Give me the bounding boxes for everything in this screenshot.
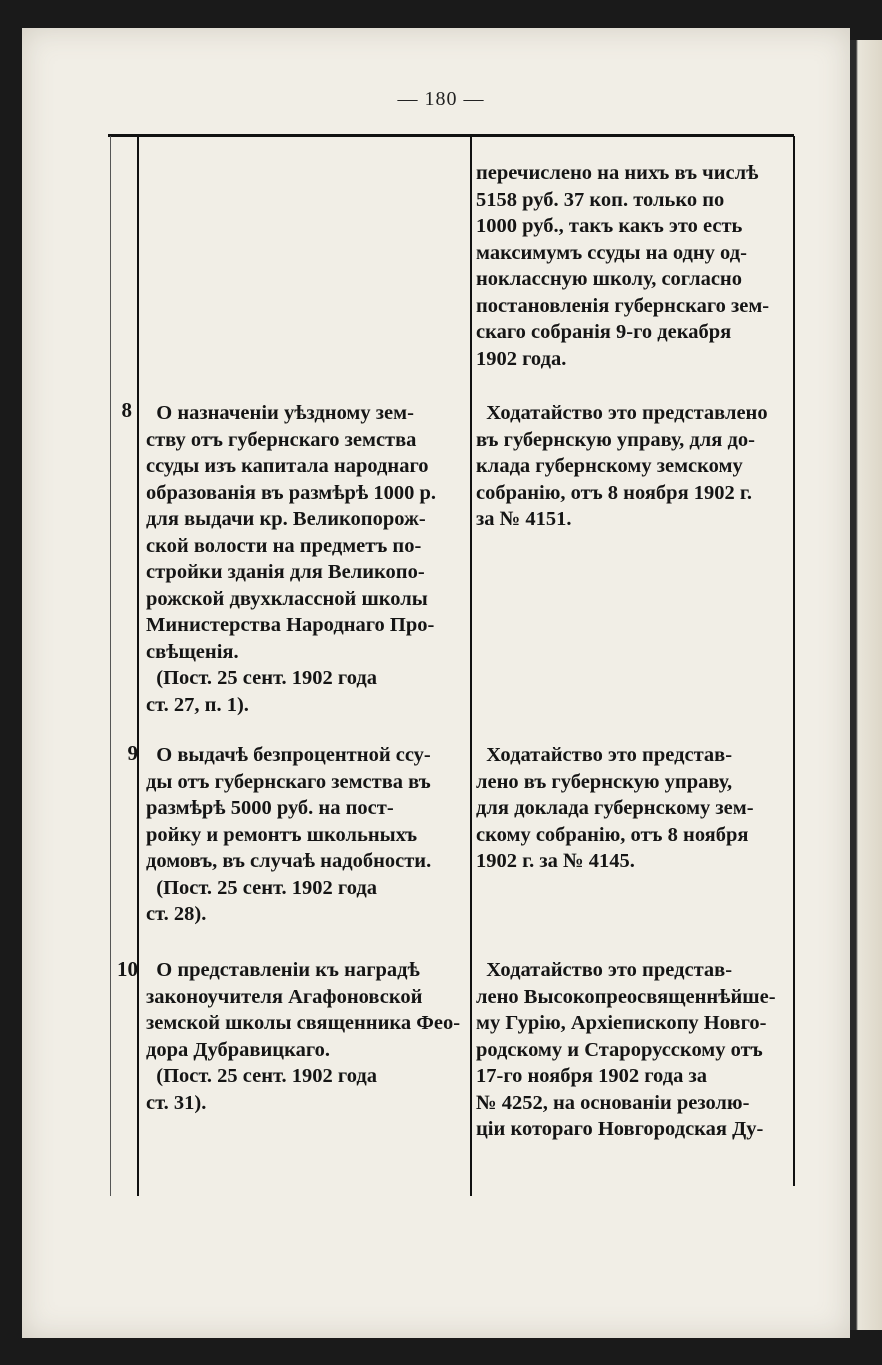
row-10-number: 10 — [117, 957, 138, 981]
table-left-border — [110, 136, 111, 1196]
row-9-right-text: Ходатайство это представ- лено въ губернскую управу, для доклада губернскому зем- скому собранію, отъ 8 ноября 1902 г. за № 4145. — [476, 744, 754, 872]
next-page-edge — [850, 40, 882, 1330]
number-column-divider — [137, 136, 139, 1196]
row-9-left-text: О выдачѣ безпроцентной ссу- ды отъ губернскаго земства въ размѣрѣ 5000 руб. на пост- ройку и ремонтъ школьныхъ домовъ, въ случаѣ надобности. (Пост. 25 сент. 1902 года ст. 28). — [146, 744, 432, 925]
row-9-number: 9 — [127, 741, 138, 765]
row-10-right-text: Ходатайство это представ- лено Высокопреосвященнѣйше- му Гурію, Архіепископу Новго- родскому и Старорусскому отъ 17-го ноября 1902 года за № 4252, на основаніи резолю- ціи котораго Новгородская Ду- — [476, 959, 776, 1140]
middle-column-divider — [470, 136, 472, 1196]
row-8-number: 8 — [121, 398, 132, 422]
table-right-border — [793, 136, 795, 1186]
page-number: — 180 — — [397, 88, 485, 110]
table-top-rule — [108, 134, 794, 137]
row-10-left-text: О представленіи къ наградѣ законоучителя Агафоновской земской школы священника Фео- дора Дубравицкаго. (Пост. 25 сент. 1902 года ст. 31). — [146, 959, 461, 1114]
row-0-right-text: перечислено на нихъ въ числѣ 5158 руб. 37 коп. только по 1000 руб., такъ какъ это есть максимумъ ссуды на одну од- ноклассную школу, согласно постановленія губернскаго зем- скаго собранія 9-го декабря 1902 года. — [476, 162, 770, 370]
row-8-left-text: О назначеніи уѣздному зем- ству отъ губернскаго земства ссуды изъ капитала народнаго образованія въ размѣрѣ 1000 р. для выдачи кр. Великопорож- ской волости на предметъ по- стройки зданія для Великопо- рожской двухклассной школы Министерства Народнаго Про- свѣщенія. (Пост. 25 сент. 1902 года ст. 27, п. 1). — [146, 402, 437, 716]
row-8-right-text: Ходатайство это представлено въ губернскую управу, для до- клада губернскому земскому собранію, отъ 8 ноября 1902 г. за № 4151. — [476, 402, 768, 530]
